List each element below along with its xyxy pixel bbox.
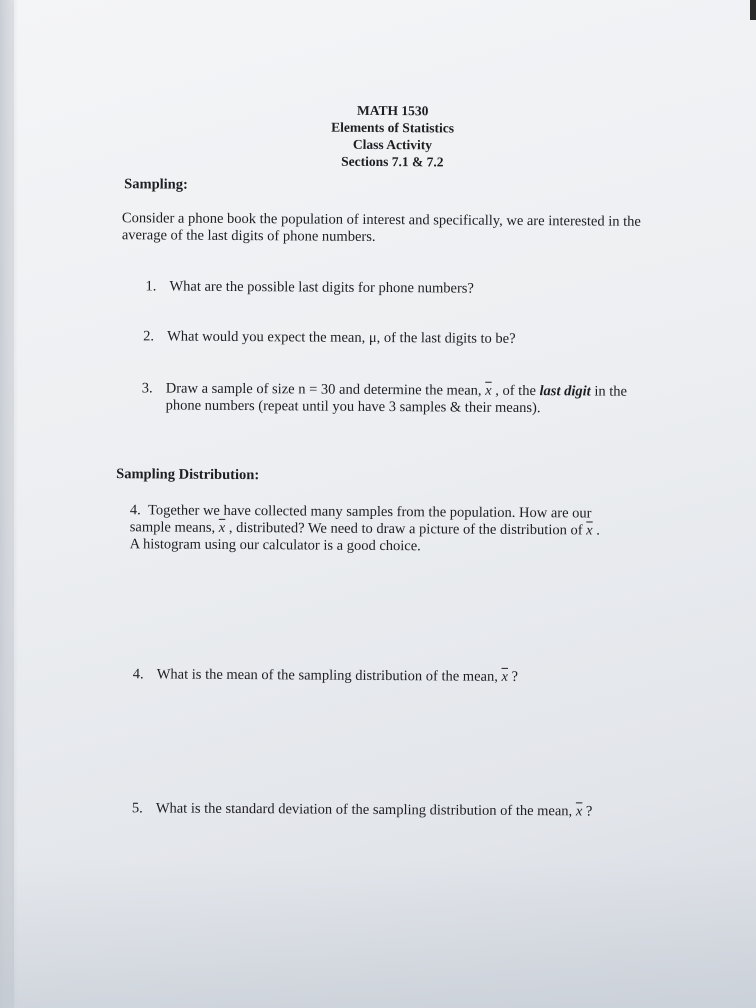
q4-part-1: sample means, bbox=[129, 519, 219, 536]
q3-part-3: in the bbox=[590, 383, 628, 400]
intro-line-2: average of the last digits of phone numbers. bbox=[121, 227, 376, 245]
q4-line-1-text: Together we have collected many samples from the population. How are our bbox=[147, 502, 592, 522]
q3-part-2: , of the bbox=[491, 382, 540, 400]
question-number: 2. bbox=[143, 328, 155, 345]
q3-part-1: Draw a sample of size n = 30 and determine the mean, bbox=[165, 380, 486, 399]
x-bar-symbol: $\overline{x}$ bbox=[586, 522, 593, 539]
sampling-intro bbox=[122, 210, 682, 248]
q3-emphasis: last digit bbox=[539, 383, 591, 400]
course-name: Elements of Statistics bbox=[331, 119, 455, 136]
x-bar-symbol: $\overline{x}$ bbox=[501, 668, 508, 685]
question-text bbox=[166, 381, 706, 419]
sections-label: Sections 7.1 & 7.2 bbox=[341, 153, 444, 170]
question-4b bbox=[133, 666, 693, 690]
question-text bbox=[156, 800, 726, 821]
x-bar-symbol: $\overline{x}$ bbox=[485, 382, 492, 399]
question-3 bbox=[142, 380, 702, 424]
question-3-line-2: phone numbers (repeat until you have 3 samples & their means). bbox=[165, 397, 541, 417]
q5-text: What is the standard deviation of the sampling distribution of the mean, bbox=[155, 800, 576, 820]
sampling-heading: Sampling: bbox=[124, 176, 188, 193]
question-text: What would you expect the mean, μ, of the last digits to be? bbox=[167, 328, 516, 347]
x-bar-symbol: $\overline{x}$ bbox=[575, 803, 583, 820]
question-number: 1. bbox=[145, 278, 157, 295]
question-number: 4. bbox=[132, 666, 144, 683]
q4-part-3: . bbox=[592, 522, 600, 539]
activity-title: Class Activity bbox=[352, 136, 433, 153]
question-2 bbox=[143, 328, 703, 352]
question-number: 5. bbox=[131, 800, 143, 817]
intro-line-1: Consider a phone book the population of interest and specifically, we are interested in the bbox=[121, 210, 641, 230]
worksheet-header bbox=[242, 101, 542, 171]
question-number: 4. bbox=[129, 502, 141, 519]
q4-line-3: A histogram using our calculator is a good choice. bbox=[129, 536, 421, 555]
sampling-distribution-heading: Sampling Distribution: bbox=[116, 466, 260, 484]
q5-end: ? bbox=[582, 803, 593, 820]
x-bar-symbol: $\overline{x}$ bbox=[218, 519, 226, 536]
course-code: MATH 1530 bbox=[356, 102, 429, 119]
question-text bbox=[157, 666, 697, 687]
question-text: What are the possible last digits for phone numbers? bbox=[169, 278, 474, 297]
q4b-end: ? bbox=[507, 668, 519, 685]
question-1 bbox=[145, 278, 705, 302]
question-5 bbox=[132, 800, 732, 824]
question-4-block bbox=[130, 502, 710, 557]
q4b-text: What is the mean of the sampling distribution of the mean, bbox=[156, 666, 502, 685]
question-number: 3. bbox=[141, 380, 153, 397]
q4-part-2: , distributed? We need to draw a picture of the distribution of bbox=[225, 519, 587, 539]
